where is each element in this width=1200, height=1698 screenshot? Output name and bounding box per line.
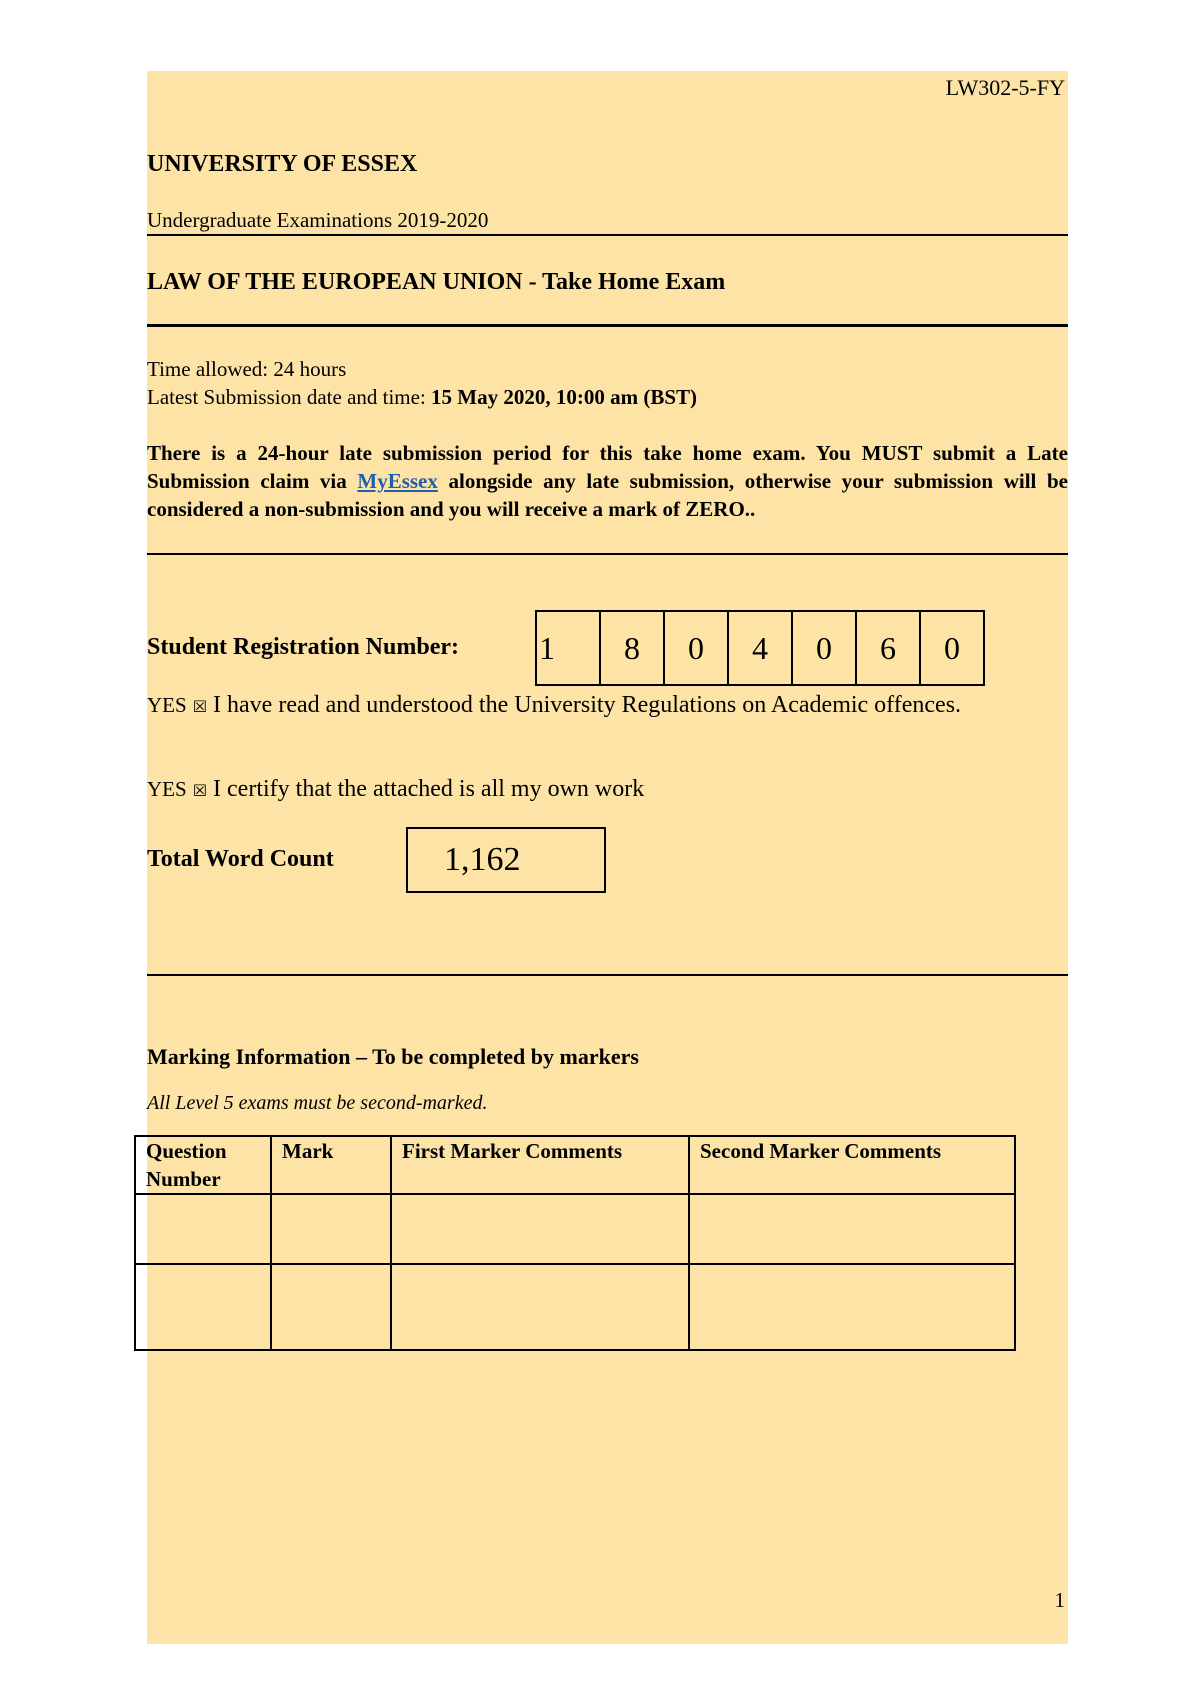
registration-digit: 0 xyxy=(665,612,729,684)
latest-submission-label: Latest Submission date and time: xyxy=(147,385,426,409)
marking-heading: Marking Information – To be completed by markers xyxy=(147,1044,639,1069)
registration-digit: 8 xyxy=(601,612,665,684)
table-cell[interactable] xyxy=(271,1264,391,1350)
table-cell[interactable] xyxy=(271,1194,391,1264)
word-count-box: 1,162 xyxy=(406,827,606,893)
notice-text-before: There is a 24-hour late submission period for this take home exam. You MUST submit a Late Submission claim via xyxy=(147,441,1068,493)
divider xyxy=(147,553,1068,555)
yes-label: YES xyxy=(147,693,187,717)
declaration-own-work xyxy=(147,776,644,803)
exam-series: Undergraduate Examinations 2019-2020 xyxy=(147,208,489,232)
table-cell[interactable] xyxy=(135,1264,271,1350)
column-header-first-marker: First Marker Comments xyxy=(391,1136,689,1194)
latest-submission xyxy=(147,385,697,410)
notice-text-after: alongside any late submission, otherwise your submission will be considered a non-submission and you will receive a mark of ZERO.. xyxy=(147,469,1068,521)
registration-number-label: Student Registration Number: xyxy=(147,634,459,660)
exam-title: LAW OF THE EUROPEAN UNION - Take Home Exam xyxy=(147,269,726,295)
checked-box-icon[interactable]: ☒ xyxy=(192,781,208,800)
table-cell[interactable] xyxy=(689,1264,1015,1350)
table-cell[interactable] xyxy=(135,1194,271,1264)
page-number: 1 xyxy=(1054,1588,1065,1612)
late-submission-notice xyxy=(147,439,1068,523)
table-cell[interactable] xyxy=(391,1194,689,1264)
yes-label: YES xyxy=(147,777,187,801)
table-cell[interactable] xyxy=(391,1264,689,1350)
table-row xyxy=(135,1194,1015,1264)
checked-box-icon[interactable]: ☒ xyxy=(192,697,208,716)
registration-digit: 6 xyxy=(857,612,921,684)
divider xyxy=(147,974,1068,976)
declaration-text: I have read and understood the University Regulations on Academic offences. xyxy=(213,692,962,718)
university-name: UNIVERSITY OF ESSEX xyxy=(147,151,418,177)
word-count-label: Total Word Count xyxy=(147,846,334,872)
registration-digit: 4 xyxy=(729,612,793,684)
registration-digit: 0 xyxy=(944,629,960,666)
declaration-academic-offences xyxy=(147,689,1068,723)
registration-digit: 0 xyxy=(793,612,857,684)
course-code: LW302-5-FY xyxy=(945,75,1065,100)
latest-submission-value: 15 May 2020, 10:00 am (BST) xyxy=(431,385,698,409)
column-header-second-marker: Second Marker Comments xyxy=(689,1136,1015,1194)
column-header-mark: Mark xyxy=(271,1136,391,1194)
divider xyxy=(147,324,1068,327)
registration-digit: 1 xyxy=(537,612,601,684)
divider xyxy=(147,234,1068,236)
myessex-link[interactable]: MyEssex xyxy=(357,469,438,493)
table-cell[interactable] xyxy=(689,1194,1015,1264)
declaration-text: I certify that the attached is all my own work xyxy=(213,776,645,802)
column-header-question-number: Question Number xyxy=(135,1136,271,1194)
time-allowed: Time allowed: 24 hours xyxy=(147,357,347,381)
marking-table-header xyxy=(135,1136,1015,1194)
document-page xyxy=(147,71,1068,1644)
table-row xyxy=(135,1264,1015,1350)
marking-note: All Level 5 exams must be second-marked. xyxy=(147,1092,488,1114)
marking-table xyxy=(134,1135,1016,1351)
registration-number-boxes xyxy=(535,610,985,686)
